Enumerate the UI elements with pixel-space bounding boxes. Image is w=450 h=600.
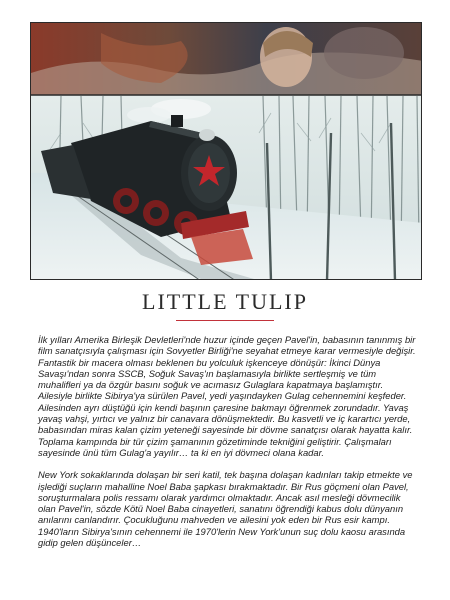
cover-illustration (30, 22, 422, 280)
title-divider (176, 320, 274, 321)
synopsis (38, 334, 416, 548)
synopsis-paragraph-1: İlk yılları Amerika Birleşik Devletleri'nde huzur içinde geçen Pavel'in, babasının tanınmış bir film sanatçısıyla çalışması için Sovyetler Birliği'ne seyahat etmeye karar vermesiyle değişir. Fantastik bir macera olması beklenen bu yolculuk işkenceye dönüşür: İkinci Dünya Savaşı'ndan sonra SSCB, Soğuk Savaş'ın başlamasıyla birlikte sertleşmiş ve tüm muhalifleri ya da özgür basını soğuk ve acımasız Gulaglara kapatmaya başlamıştır. Ailesiyle birlikte Sibirya'ya sürülen Pavel, yedi yaşındayken Gulag cehennemini keşfeder. Ailesinden ayrı düştüğü için kendi başının çaresine bakmayı öğrenmek zorundadır. Yavaş yavaş vahşi, yırtıcı ve yalnız bir canavara dönüşmektedir. Bu kasvetli ve iç karartıcı yerde, babasından miras kalan çizim yeteneği sayesinde bir dövme sanatçısı olarak hayatta kalır. Toplama kampında bir tür çizim şamanının gözetiminde tekniğini geliştirir. Çalışmaları sayesinde ünü tüm Gulag'a yayılır… ta ki en iyi dövmeci olana kadar. (38, 334, 416, 458)
book-title: LITTLE TULIP (142, 289, 308, 314)
train-illustration (31, 23, 422, 280)
synopsis-paragraph-2: New York sokaklarında dolaşan bir seri katil, tek başına dolaşan kadınları takip etmekte ve işlediği suçların mahalline Noel Baba şapkası bırakmaktadır. Bir Rus göçmeni olan Pavel, soruşturmalara polis ressamı olarak yardımcı olmaktadır. Ancak asıl mesleği dövmecilik olan Pavel'in, sözde Kötü Noel Baba cinayetleri, sanatını öğrendiği kabus dolu dünyanın anılarını canlandırır. Çocukluğunu mahveden ve ailesini yok eden bir Rus esir kampı. 1940'ların Sibirya'sının cehennemi ile 1970'lerin New York'unun suç dolu kaosu arasında gidip gelen düşünceler… (38, 469, 413, 549)
